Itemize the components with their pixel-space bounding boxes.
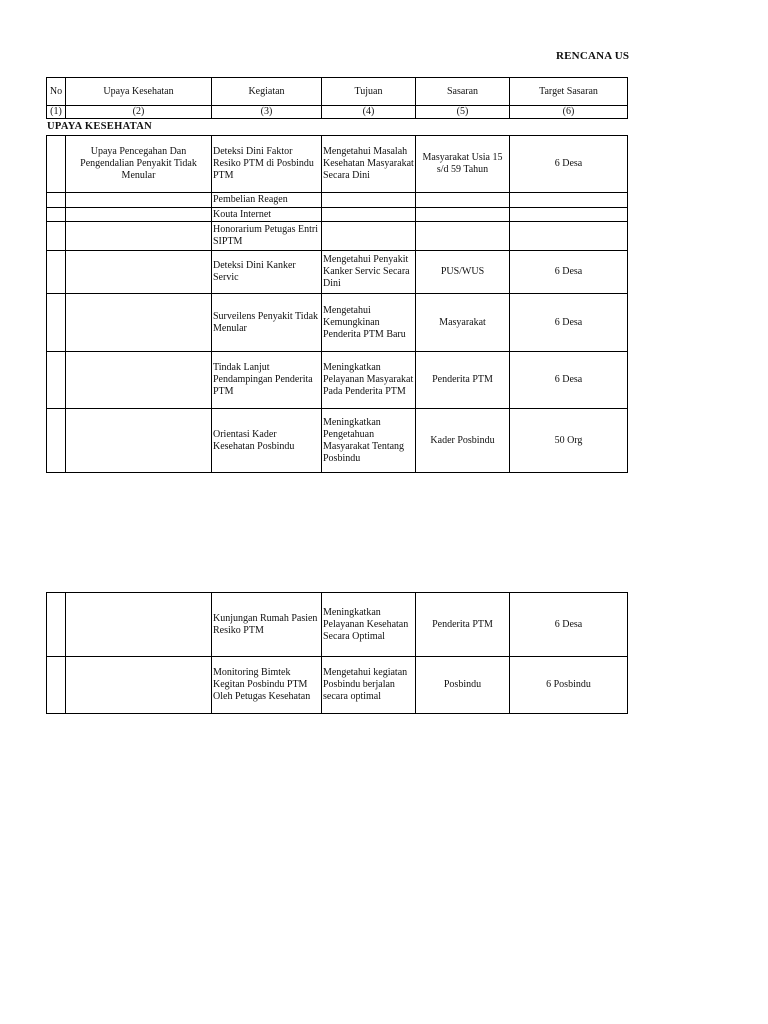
table-row — [47, 352, 628, 409]
no-cell — [47, 136, 66, 193]
target-cell: 6 Desa — [510, 352, 628, 409]
target-cell — [510, 222, 628, 251]
table-row — [47, 657, 628, 714]
table-row — [47, 593, 628, 657]
target-cell: 6 Desa — [510, 136, 628, 193]
tujuan-cell — [322, 193, 416, 208]
kegiatan-cell: Kunjungan Rumah Pasien Resiko PTM — [212, 593, 322, 657]
tujuan-cell: Meningkatkan Pengetahuan Masyarakat Tentang Posbindu — [322, 409, 416, 473]
table-row — [47, 294, 628, 352]
sasaran-cell: Penderita PTM — [416, 352, 510, 409]
document-title: RENCANA US — [556, 50, 630, 62]
kegiatan-cell: Deteksi Dini Faktor Resiko PTM di Posbindu PTM — [212, 136, 322, 193]
kegiatan-cell: Honorarium Petugas Entri SIPTM — [212, 222, 322, 251]
upaya-cell — [66, 657, 212, 714]
target-cell — [510, 193, 628, 208]
kegiatan-cell: Deteksi Dini Kanker Servic — [212, 251, 322, 294]
table-row — [47, 193, 628, 208]
sasaran-cell — [416, 193, 510, 208]
header-num-6: (6) — [510, 106, 628, 119]
kegiatan-cell: Orientasi Kader Kesehatan Posbindu — [212, 409, 322, 473]
upaya-cell — [66, 193, 212, 208]
kegiatan-cell: Surveilens Penyakit Tidak Menular — [212, 294, 322, 352]
table-row — [47, 409, 628, 473]
tujuan-cell: Mengetahui Masalah Kesehatan Masyarakat Secara Dini — [322, 136, 416, 193]
upaya-cell — [66, 409, 212, 473]
tujuan-cell: Meningkatkan Pelayanan Masyarakat Pada Penderita PTM — [322, 352, 416, 409]
target-cell: 6 Desa — [510, 593, 628, 657]
sasaran-cell: PUS/WUS — [416, 251, 510, 294]
header-no: No — [47, 78, 66, 106]
header-target: Target Sasaran — [510, 78, 628, 106]
header-upaya: Upaya Kesehatan — [66, 78, 212, 106]
kegiatan-cell: Monitoring Bimtek Kegitan Posbindu PTM Oleh Petugas Kesehatan — [212, 657, 322, 714]
no-cell — [47, 208, 66, 222]
upaya-cell — [66, 352, 212, 409]
target-cell — [510, 208, 628, 222]
sasaran-cell: Penderita PTM — [416, 593, 510, 657]
no-cell — [47, 352, 66, 409]
header-sasaran: Sasaran — [416, 78, 510, 106]
header-tujuan: Tujuan — [322, 78, 416, 106]
header-num-5: (5) — [416, 106, 510, 119]
tujuan-cell: Mengetahui Kemungkinan Penderita PTM Baru — [322, 294, 416, 352]
upaya-cell — [66, 294, 212, 352]
tujuan-cell — [322, 208, 416, 222]
no-cell — [47, 294, 66, 352]
no-cell — [47, 251, 66, 294]
no-cell — [47, 193, 66, 208]
kegiatan-cell: Tindak Lanjut Pendampingan Penderita PTM — [212, 352, 322, 409]
tujuan-cell: Meningkatkan Pelayanan Kesehatan Secara Optimal — [322, 593, 416, 657]
target-cell: 50 Org — [510, 409, 628, 473]
sasaran-cell: Kader Posbindu — [416, 409, 510, 473]
section-label: UPAYA KESEHATAN — [47, 121, 152, 132]
table-row — [47, 222, 628, 251]
header-num-4: (4) — [322, 106, 416, 119]
upaya-cell — [66, 251, 212, 294]
tujuan-cell — [322, 222, 416, 251]
no-cell — [47, 222, 66, 251]
header-num-1: (1) — [47, 106, 66, 119]
target-cell: 6 Desa — [510, 294, 628, 352]
table-row — [47, 251, 628, 294]
table-row — [47, 136, 628, 193]
upaya-cell — [66, 208, 212, 222]
sasaran-cell: Posbindu — [416, 657, 510, 714]
no-cell — [47, 409, 66, 473]
target-cell: 6 Desa — [510, 251, 628, 294]
activities-table — [46, 135, 628, 473]
activities-table-continued — [46, 592, 628, 714]
sasaran-cell — [416, 222, 510, 251]
upaya-cell: Upaya Pencegahan Dan Pengendalian Penyakit Tidak Menular — [66, 136, 212, 193]
sasaran-cell: Masyarakat Usia 15 s/d 59 Tahun — [416, 136, 510, 193]
no-cell — [47, 657, 66, 714]
tujuan-cell: Mengetahui Penyakit Kanker Servic Secara Dini — [322, 251, 416, 294]
target-cell: 6 Posbindu — [510, 657, 628, 714]
table-row — [47, 208, 628, 222]
sasaran-cell: Masyarakat — [416, 294, 510, 352]
upaya-cell — [66, 593, 212, 657]
header-num-3: (3) — [212, 106, 322, 119]
header-num-2: (2) — [66, 106, 212, 119]
kegiatan-cell: Kouta Internet — [212, 208, 322, 222]
header-table — [46, 77, 628, 119]
tujuan-cell: Mengetahui kegiatan Posbindu berjalan secara optimal — [322, 657, 416, 714]
no-cell — [47, 593, 66, 657]
header-kegiatan: Kegiatan — [212, 78, 322, 106]
upaya-cell — [66, 222, 212, 251]
kegiatan-cell: Pembelian Reagen — [212, 193, 322, 208]
sasaran-cell — [416, 208, 510, 222]
